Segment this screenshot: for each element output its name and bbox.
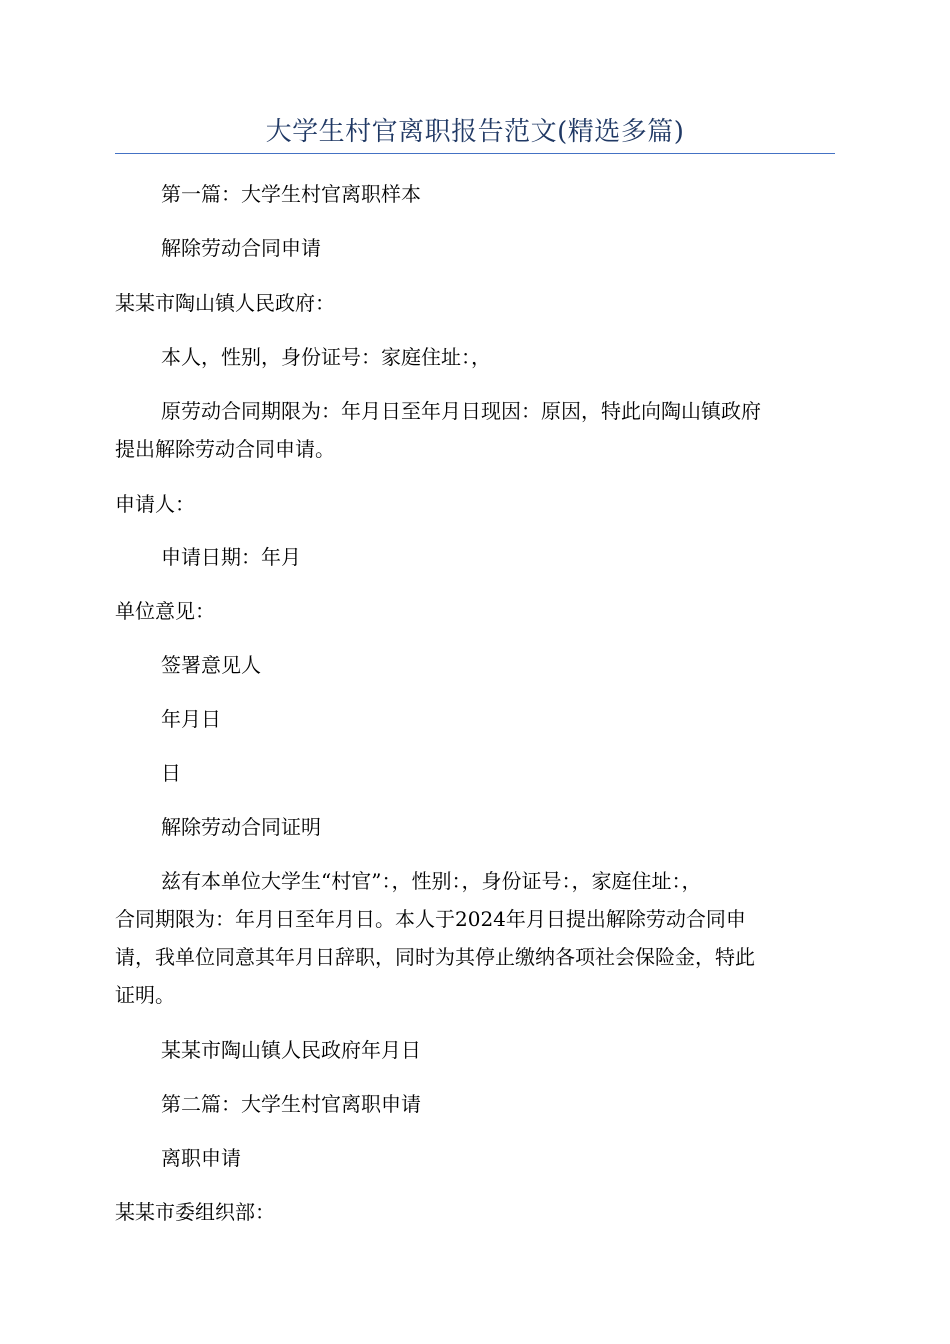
text-line: 提出解除劳动合同申请。 [115,437,335,461]
paragraph-date-1: 年月日 [161,707,221,731]
paragraph-contract-termination-request: 解除劳动合同申请 [161,236,321,260]
paragraph-day: 日 [161,761,181,785]
text-line: 原劳动合同期限为：年月日至年月日现因：原因，特此向陶山镇政府 [161,399,761,423]
paragraph-certificate-body [115,862,835,1014]
paragraph-application-date: 申请日期：年月 [161,545,301,569]
document-title: 大学生村官离职报告范文(精选多篇) [265,117,685,147]
text-line: 证明。 [115,983,175,1007]
title-underline [115,153,835,154]
paragraph-personal-info: 本人，性别，身份证号：家庭住址：， [161,345,491,369]
section-heading-2: 第二篇：大学生村官离职申请 [161,1092,421,1116]
paragraph-contract-period [115,392,835,468]
paragraph-termination-certificate: 解除劳动合同证明 [161,815,321,839]
paragraph-addressee-2: 某某市委组织部： [115,1200,275,1224]
paragraph-addressee-1: 某某市陶山镇人民政府： [115,291,335,315]
paragraph-applicant: 申请人： [115,492,195,516]
section-heading-1: 第一篇：大学生村官离职样本 [161,182,421,206]
paragraph-signatory: 签署意见人 [161,653,261,677]
text-line: 兹有本单位大学生“村官”：，性别：，身份证号：，家庭住址：， [161,869,702,893]
text-line: 请，我单位同意其年月日辞职，同时为其停止缴纳各项社会保险金，特此 [115,945,755,969]
paragraph-resignation-application: 离职申请 [161,1146,241,1170]
paragraph-unit-opinion: 单位意见： [115,599,215,623]
text-line: 合同期限为：年月日至年月日。本人于2024年月日提出解除劳动合同申 [115,907,746,931]
paragraph-issuer-date: 某某市陶山镇人民政府年月日 [161,1038,421,1062]
